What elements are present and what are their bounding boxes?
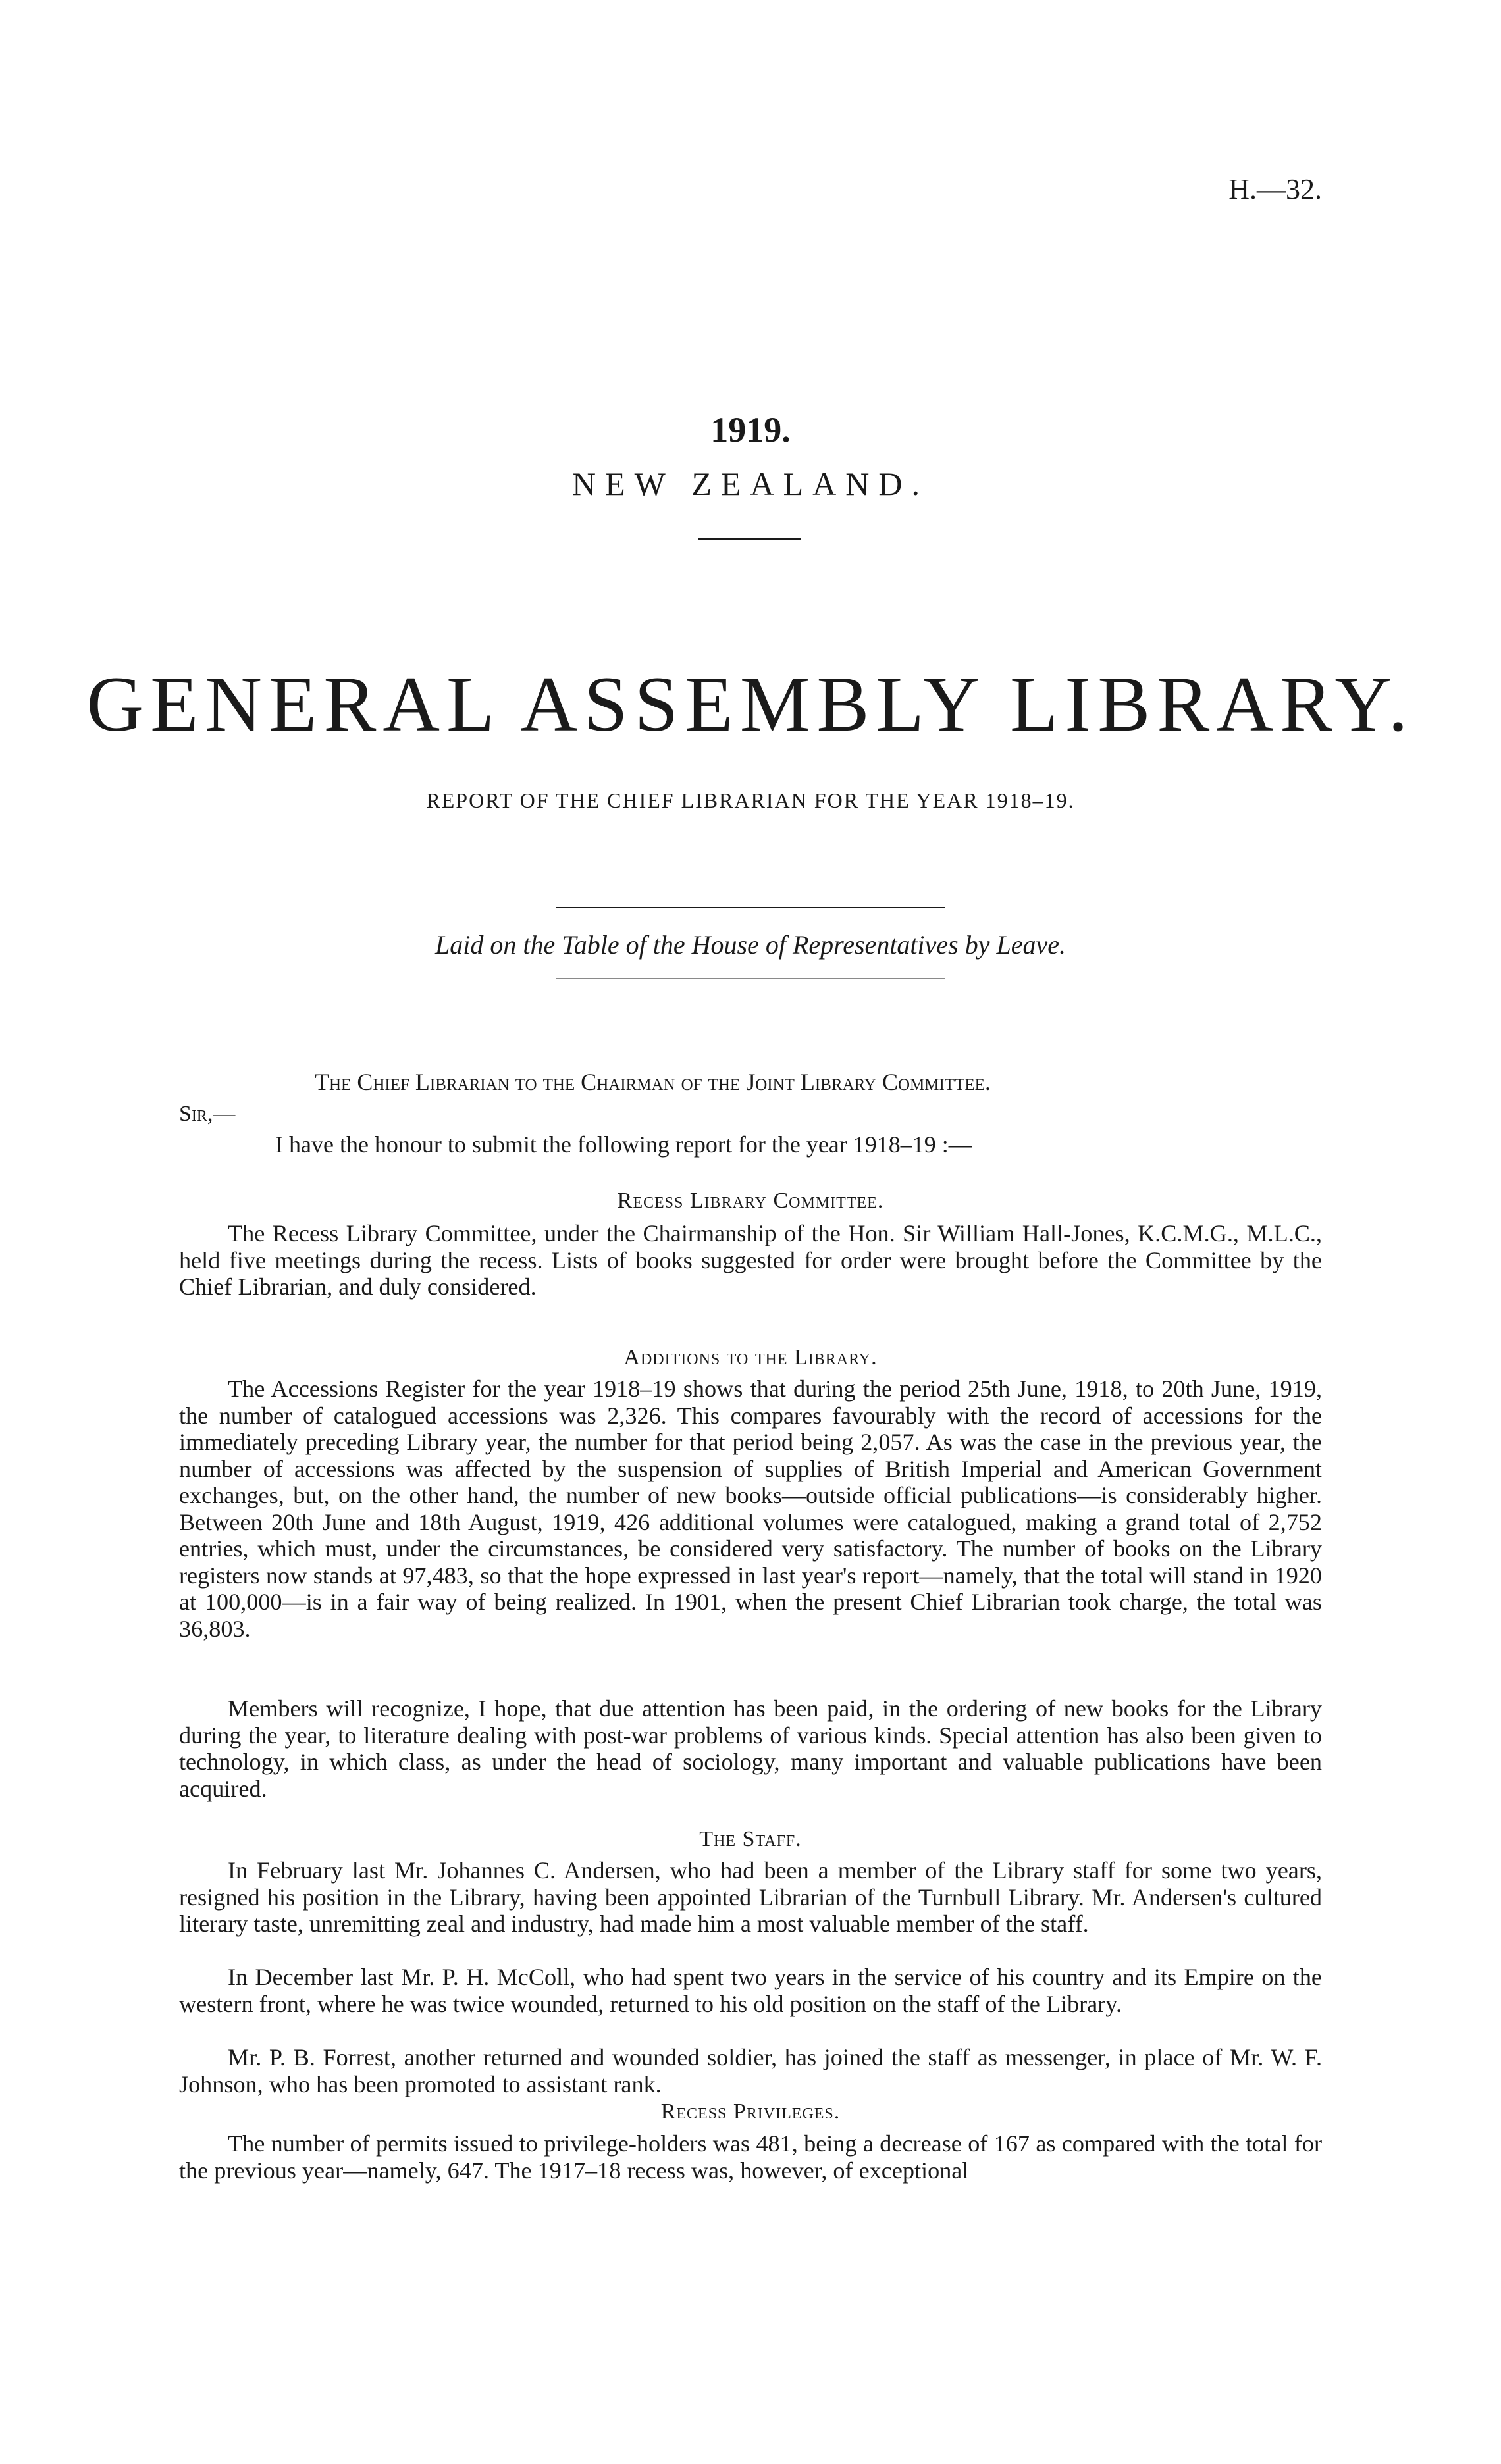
paragraph-staff-3: Mr. P. B. Forrest, another returned and wounded soldier, has joined the staff as messenger, in place of Mr. W. F. Johnson, who has been promoted to assistant rank. xyxy=(179,2044,1322,2097)
report-year: 1919. xyxy=(710,410,791,449)
section-heading-privileges: Recess Privileges. xyxy=(660,2099,841,2124)
section-heading-recess-committee: Recess Library Committee. xyxy=(617,1189,884,1213)
laid-on-table-note: Laid on the Table of the House of Representatives by Leave. xyxy=(435,930,1066,960)
letter-addressee: The Chief Librarian to the Chairman of the Joint Library Committee. xyxy=(315,1069,991,1095)
paragraph-additions-1: The Accessions Register for the year 1918–19 shows that during the period 25th June, 1918, to 20th June, 1919, the number of catalogued accessions was 2,326. This compares favourably with the record of accessions for the immediately preceding Library year, the number for that period being 2,057. As was the case in the previous year, the number of accessions was affected by the suspension of supplies of British Imperial and American Government exchanges, but, on the other hand, the number of new books—outside official publications—is considerably higher. Between 20th June and 18th August, 1919, 426 additional volumes were catalogued, making a grand total of 2,752 entries, which must, under the circumstances, be considered very satisfactory. The number of books on the Library registers now stands at 97,483, so that the hope expressed in last year's report—namely, that the total will stand in 1920 at 100,000—is in a fair way of being realized. In 1901, when the present Chief Librarian took charge, the total was 36,803. xyxy=(179,1375,1322,1642)
document-reference: H.—32. xyxy=(1228,173,1322,205)
page-title: GENERAL ASSEMBLY LIBRARY. xyxy=(86,660,1415,748)
letter-salutation: Sir,— xyxy=(179,1102,236,1126)
paragraph-privileges: The number of permits issued to privilege-holders was 481, being a decrease of 167 as compared with the total for the previous year—namely, 647. The 1917–18 recess was, however, of exceptional xyxy=(179,2130,1322,2184)
paragraph-staff-2: In December last Mr. P. H. McColl, who had spent two years in the service of his country and its Empire on the western front, where he was twice wounded, returned to his old position on the staff of the Library. xyxy=(179,1964,1322,2017)
divider-rule xyxy=(556,907,945,908)
section-heading-staff: The Staff. xyxy=(699,1827,802,1851)
divider-rule xyxy=(556,978,945,979)
divider-rule xyxy=(698,538,801,540)
paragraph-additions-2: Members will recognize, I hope, that due attention has been paid, in the ordering of new books for the Library during the year, to literature dealing with post-war problems of various kinds. Special attention has also been given to technology, in which class, as under the head of sociology, many important and valuable publications have been acquired. xyxy=(179,1695,1322,1802)
letter-intro: I have the honour to submit the following report for the year 1918–19 :— xyxy=(275,1131,972,1158)
paragraph-staff-1: In February last Mr. Johannes C. Andersen, who had been a member of the Library staff for some two years, resigned his position in the Library, having been appointed Librarian of the Turnbull Library. Mr. Andersen's cultured literary taste, unremitting zeal and industry, had made him a most valuable member of the staff. xyxy=(179,1857,1322,1937)
country-heading: NEW ZEALAND. xyxy=(572,465,929,502)
paragraph-recess-committee: The Recess Library Committee, under the Chairmanship of the Hon. Sir William Hall-Jones, K.C.M.G., M.L.C., held five meetings during the recess. Lists of books suggested for order were brought before the Committee by the Chief Librarian, and duly considered. xyxy=(179,1220,1322,1300)
report-subtitle: REPORT OF THE CHIEF LIBRARIAN FOR THE YEAR 1918–19. xyxy=(426,788,1075,812)
section-heading-additions: Additions to the Library. xyxy=(623,1345,878,1370)
